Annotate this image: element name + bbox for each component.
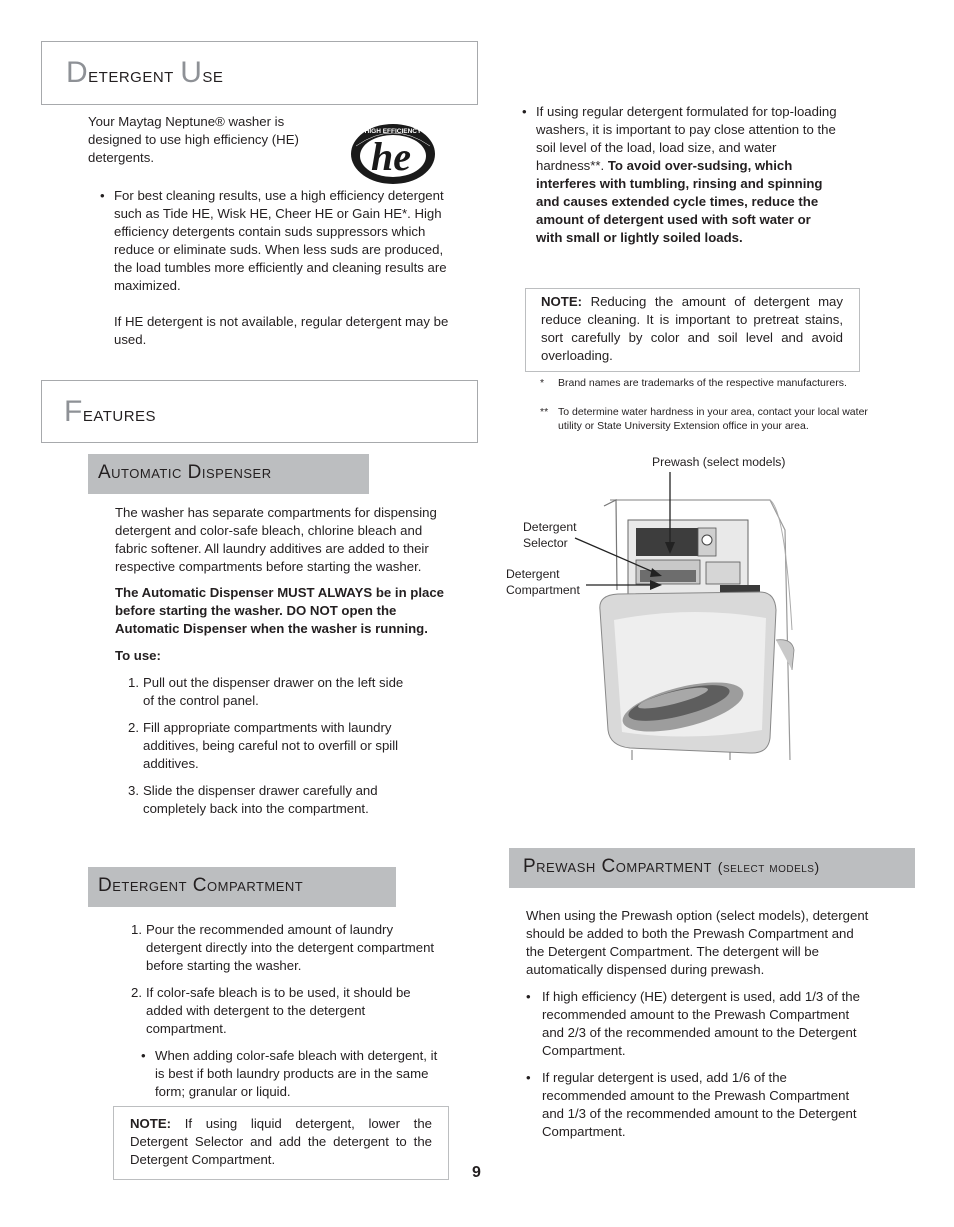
automatic-dispenser-warning: The Automatic Dispenser MUST ALWAYS be in place before starting the washer. DO NOT open the Automatic Dispenser when the washer is running. — [115, 585, 445, 636]
bullet-icon: • — [100, 188, 105, 203]
detergent-use-bullet-he: • For best cleaning results, use a high efficiency detergent such as Tide HE, Wisk HE, Cheer HE or Gain HE*. High efficiency detergents contain suds suppressors which reduce or eliminate suds. When less suds are produced, the load tumbles more efficiently and cleaning results are maximized. If HE detergent is not available, regular detergent may be used. — [100, 188, 449, 347]
label-detergent-selector: Detergent Selector — [523, 520, 577, 550]
label-prewash: Prewash (select models) — [652, 455, 786, 469]
detergent-compartment-note-box: NOTE: If using liquid detergent, lower the Detergent Selector and add the detergent to the Detergent Compartment. — [113, 1106, 449, 1180]
list-item: 1. Pull out the dispenser drawer on the left side of the control panel. — [128, 675, 404, 708]
detergent-use-heading: Detergent Use — [66, 56, 224, 89]
he-logo-icon — [348, 120, 438, 186]
list-item: 2. Fill appropriate compartments with laundry additives, being careful not to overfill or spill additives. — [128, 720, 399, 771]
automatic-dispenser-description: The washer has separate compartments for dispensing detergent and color-safe bleach, chlorine bleach and fabric softener. All laundry additives are added to their respective compartments before starting the washer. — [115, 505, 437, 574]
prewash-section — [526, 907, 871, 1141]
automatic-dispenser-heading: Automatic Dispenser — [88, 454, 369, 494]
svg-text:HIGH EFFICIENCY: HIGH EFFICIENCY — [364, 128, 422, 135]
detergent-use-note-box: NOTE: Reducing the amount of detergent may reduce cleaning. It is important to pretreat stains, sort carefully by color and soil level and avoid overloading. — [525, 288, 860, 372]
bullet-icon: • — [141, 1048, 146, 1063]
detergent-compartment-heading: Detergent Compartment — [88, 867, 396, 907]
page-number: 9 — [472, 1164, 481, 1181]
footnote-trademark: * Brand names are trademarks of the respective manufacturers. — [540, 377, 847, 389]
features-heading-box — [41, 380, 478, 443]
automatic-dispenser-section — [115, 504, 450, 818]
list-item: 1. Pour the recommended amount of laundry detergent directly into the detergent compartment before starting the washer. — [131, 922, 435, 973]
note-label: NOTE: — [130, 1116, 172, 1131]
list-item: 3. Slide the dispenser drawer carefully and completely back into the compartment. — [128, 783, 378, 816]
detergent-compartment-steps — [131, 921, 441, 1101]
list-item: • If regular detergent is used, add 1/6 of the recommended amount to the Prewash Compartment and 1/3 of the recommended amount to the Detergent Compartment. — [526, 1070, 857, 1139]
bullet-icon: • — [526, 989, 531, 1004]
note-label: NOTE: — [541, 294, 583, 309]
bullet-icon: • — [526, 1070, 531, 1085]
detergent-use-bullet-regular: • If using regular detergent formulated for top-loading washers, it is important to pay close attention to the soil level of the load, load size, and water hardness**. To avoid over-sudsing, which interferes with tumbling, rinsing and spinning and causes extended cycle times, reduce the amount of detergent used with soft water or with small or lightly soiled loads. — [522, 104, 837, 245]
prewash-intro: When using the Prewash option (select models), detergent should be added to both the Prewash Compartment and the Detergent Compartment. The detergent will be automatically dispensed during prewash. — [526, 908, 869, 977]
detergent-use-intro: Your Maytag Neptune® washer is designed to use high efficiency (HE) detergents. — [88, 114, 299, 165]
footnote-water-hardness: ** To determine water hardness in your area, contact your local water utility or State University Extension office in your area. — [540, 406, 868, 432]
list-item: • When adding color-safe bleach with detergent, it is best if both laundry products are in the same form; granular or liquid. — [141, 1048, 438, 1099]
label-detergent-compartment: Detergent Compartment — [506, 567, 580, 597]
high-efficiency-logo — [348, 120, 438, 186]
features-heading: Features — [64, 395, 157, 428]
list-item: 2. If color-safe bleach is to be used, it should be added with detergent to the detergent compartment. — [131, 985, 411, 1036]
to-use-label: To use: — [115, 648, 161, 663]
detergent-use-heading-box — [41, 41, 478, 105]
bullet-icon: • — [522, 104, 527, 119]
prewash-compartment-heading: Prewash Compartment (select models) — [509, 848, 915, 888]
list-item: • If high efficiency (HE) detergent is used, add 1/3 of the recommended amount to the Prewash Compartment and 2/3 of the recommended amount to the Detergent Compartment. — [526, 989, 860, 1058]
illustration-leader-lines — [570, 460, 710, 620]
svg-text:he: he — [371, 134, 411, 179]
